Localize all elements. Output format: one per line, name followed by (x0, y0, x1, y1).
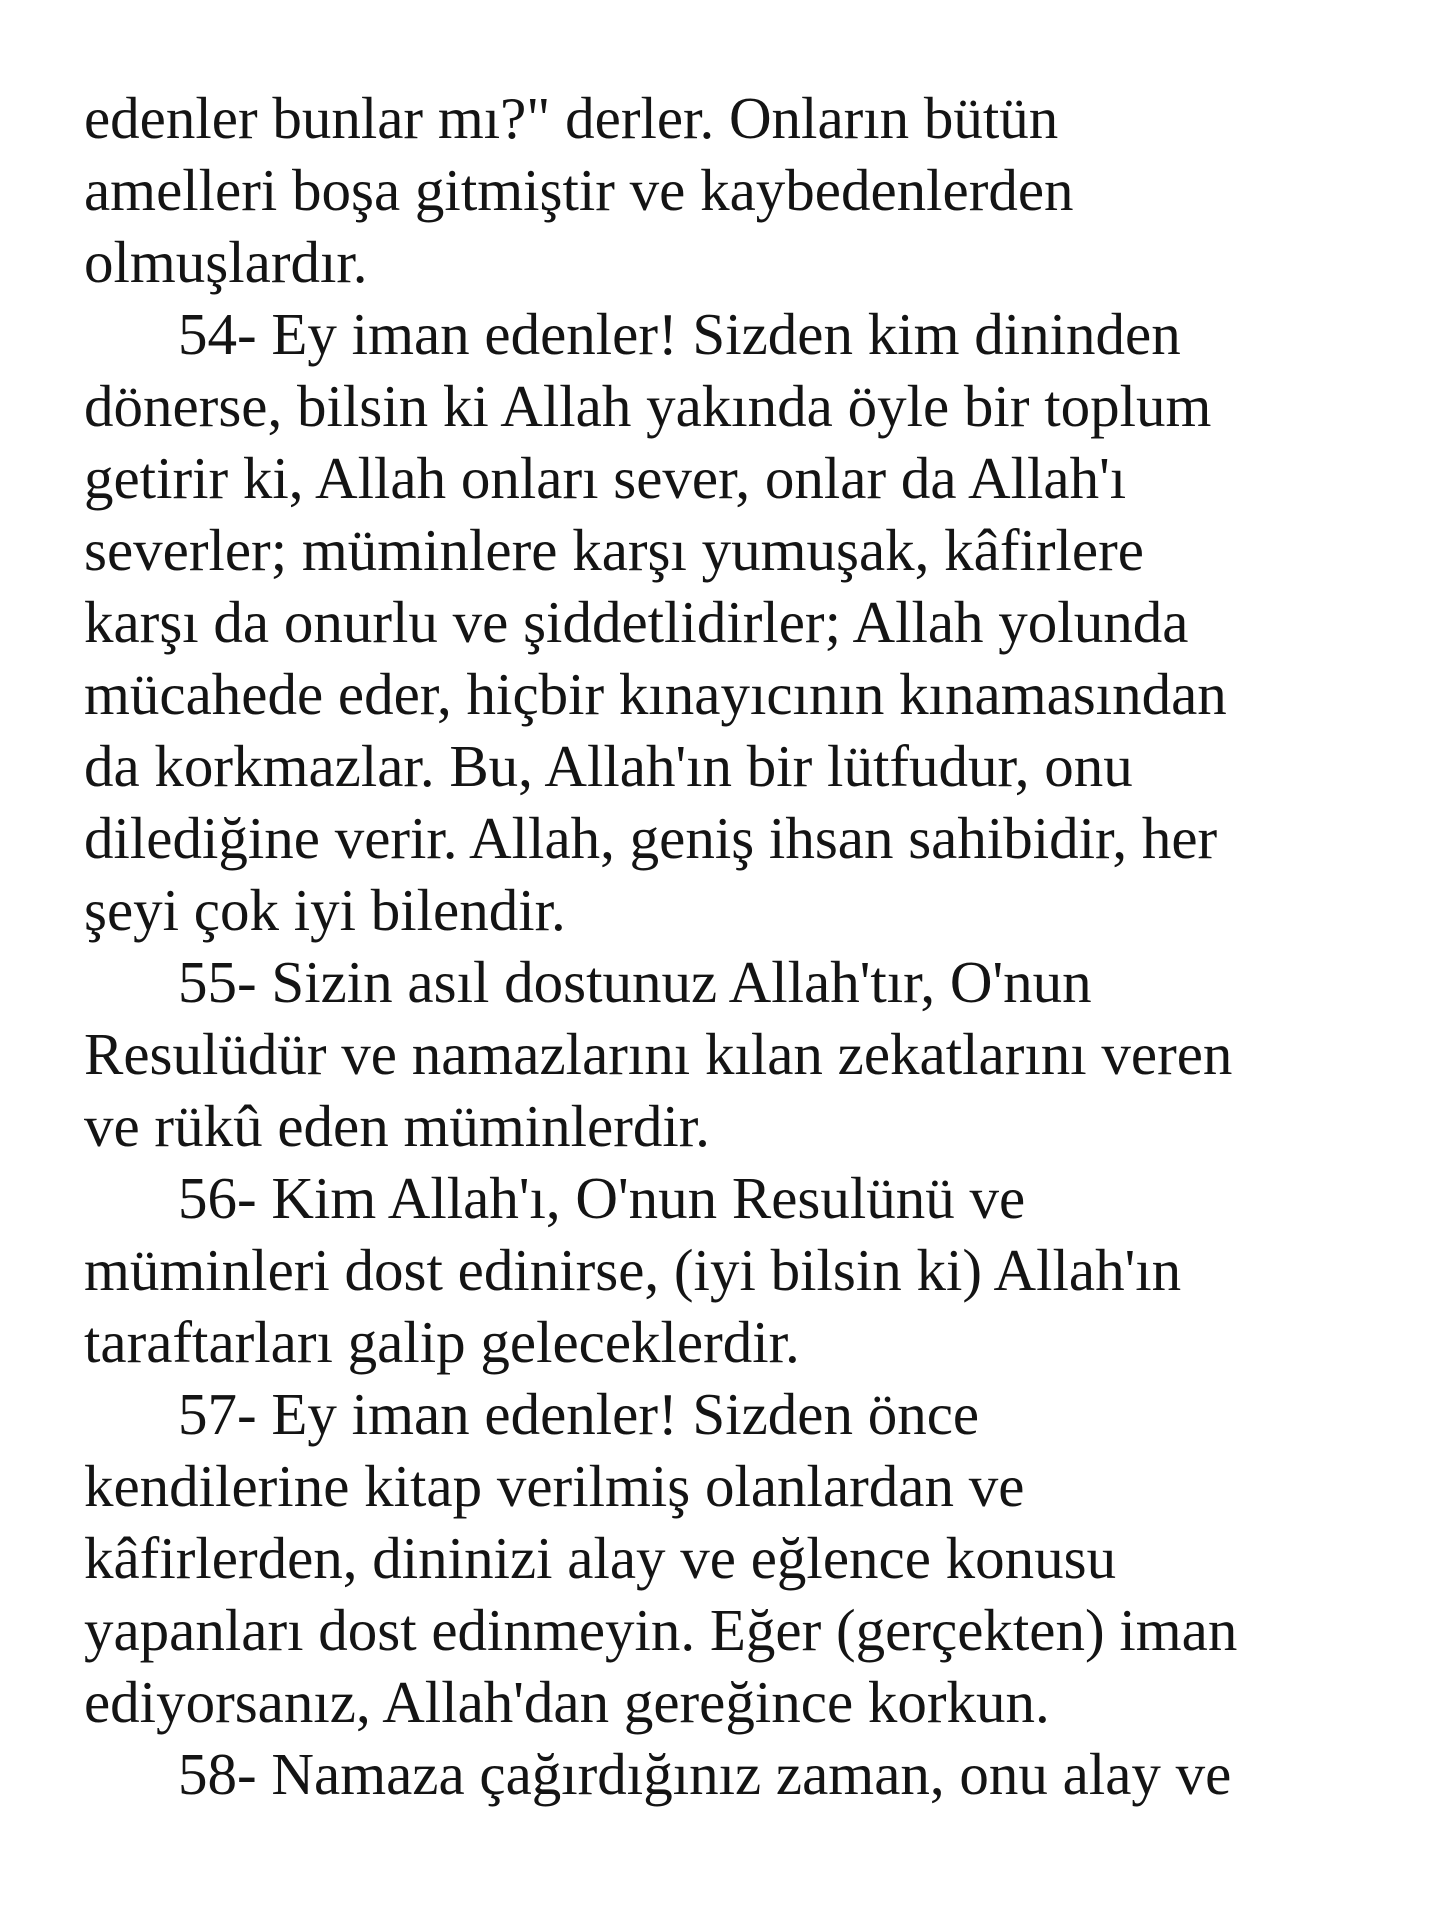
text-line: dilediğine verir. Allah, geniş ihsan sahibidir, her (84, 805, 1218, 871)
text-line: amelleri boşa gitmiştir ve kaybedenlerden (84, 157, 1074, 223)
document-page (84, 82, 1384, 1810)
text-line: ediyorsanız, Allah'dan gereğince korkun. (84, 1669, 1050, 1735)
verse-55-start: 55- Sizin asıl dostunuz Allah'tır, O'nun (178, 949, 1092, 1015)
text-line: karşı da onurlu ve şiddetlidirler; Allah yolunda (84, 589, 1189, 655)
text-line: şeyi çok iyi bilendir. (84, 877, 566, 943)
text-line: edenler bunlar mı?" derler. Onların bütün (84, 85, 1059, 151)
verse-57-start: 57- Ey iman edenler! Sizden önce (178, 1381, 980, 1447)
text-line: getirir ki, Allah onları sever, onlar da Allah'ı (84, 445, 1127, 511)
text-line: müminleri dost edinirse, (iyi bilsin ki) Allah'ın (84, 1237, 1182, 1303)
text-line: Resulüdür ve namazlarını kılan zekatlarını veren (84, 1021, 1233, 1087)
text-line: yapanları dost edinmeyin. Eğer (gerçekten) iman (84, 1597, 1238, 1663)
text-line: mücahede eder, hiçbir kınayıcının kınamasından (84, 661, 1227, 727)
text-line: ve rükû eden müminlerdir. (84, 1093, 710, 1159)
text-line: olmuşlardır. (84, 229, 368, 295)
text-line: da korkmazlar. Bu, Allah'ın bir lütfudur, onu (84, 733, 1133, 799)
text-line: kâfirlerden, dininizi alay ve eğlence konusu (84, 1525, 1117, 1591)
verse-58-start: 58- Namaza çağırdığınız zaman, onu alay ve (178, 1741, 1232, 1807)
verse-54-start: 54- Ey iman edenler! Sizden kim dininden (178, 301, 1181, 367)
text-line: kendilerine kitap verilmiş olanlardan ve (84, 1453, 1025, 1519)
text-line: severler; müminlere karşı yumuşak, kâfirlere (84, 517, 1144, 583)
text-line: dönerse, bilsin ki Allah yakında öyle bir toplum (84, 373, 1212, 439)
text-line: taraftarları galip geleceklerdir. (84, 1309, 800, 1375)
verse-56-start: 56- Kim Allah'ı, O'nun Resulünü ve (178, 1165, 1026, 1231)
